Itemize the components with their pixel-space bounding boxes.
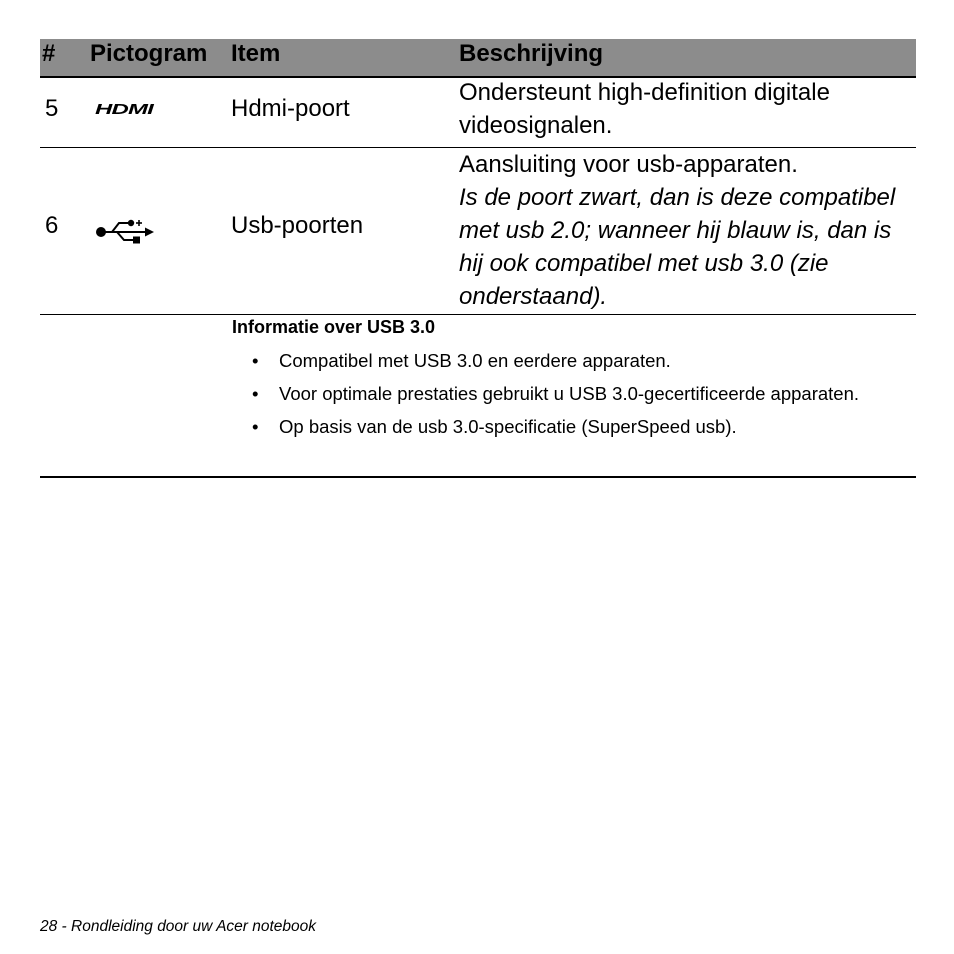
info-title: Informatie over USB 3.0 — [232, 317, 436, 337]
info-bullet-list — [252, 347, 910, 446]
row-item: Usb-poorten — [231, 212, 364, 239]
header-pictogram: Pictogram — [90, 40, 208, 67]
list-item: • Voor optimale prestaties gebruikt u USB 3.0-gecertificeerde apparaten. — [252, 380, 910, 408]
table-header — [40, 39, 916, 78]
description-note: Is de poort zwart, dan is deze compatibel met usb 2.0; wanneer hij blauw is, dan is hij ook compatibel met usb 3.0 (zie onderstaand). — [459, 184, 896, 310]
header-number: # — [42, 40, 56, 67]
row-divider — [40, 314, 916, 315]
hdmi-icon — [95, 102, 155, 116]
header-description: Beschrijving — [459, 40, 604, 67]
row-item: Hdmi-poort — [231, 95, 350, 122]
list-item: • Compatibel met USB 3.0 en eerdere apparaten. — [252, 347, 910, 375]
row-number: 5 — [45, 95, 59, 122]
usb-icon — [95, 218, 155, 246]
page-footer: 28 - Rondleiding door uw Acer notebook — [40, 918, 317, 935]
row-description — [459, 148, 916, 313]
description-text: Ondersteunt high-definition digitale videosignalen. — [459, 79, 830, 139]
hdmi-logo-text: HDMI — [95, 102, 155, 116]
row-number: 6 — [45, 212, 59, 239]
header-item: Item — [231, 40, 281, 67]
list-item: • Op basis van de usb 3.0-specificatie (SuperSpeed usb). — [252, 413, 910, 441]
table-bottom-rule — [40, 476, 916, 478]
description-text: Aansluiting voor usb-apparaten. — [459, 151, 798, 178]
row-description — [459, 76, 916, 142]
